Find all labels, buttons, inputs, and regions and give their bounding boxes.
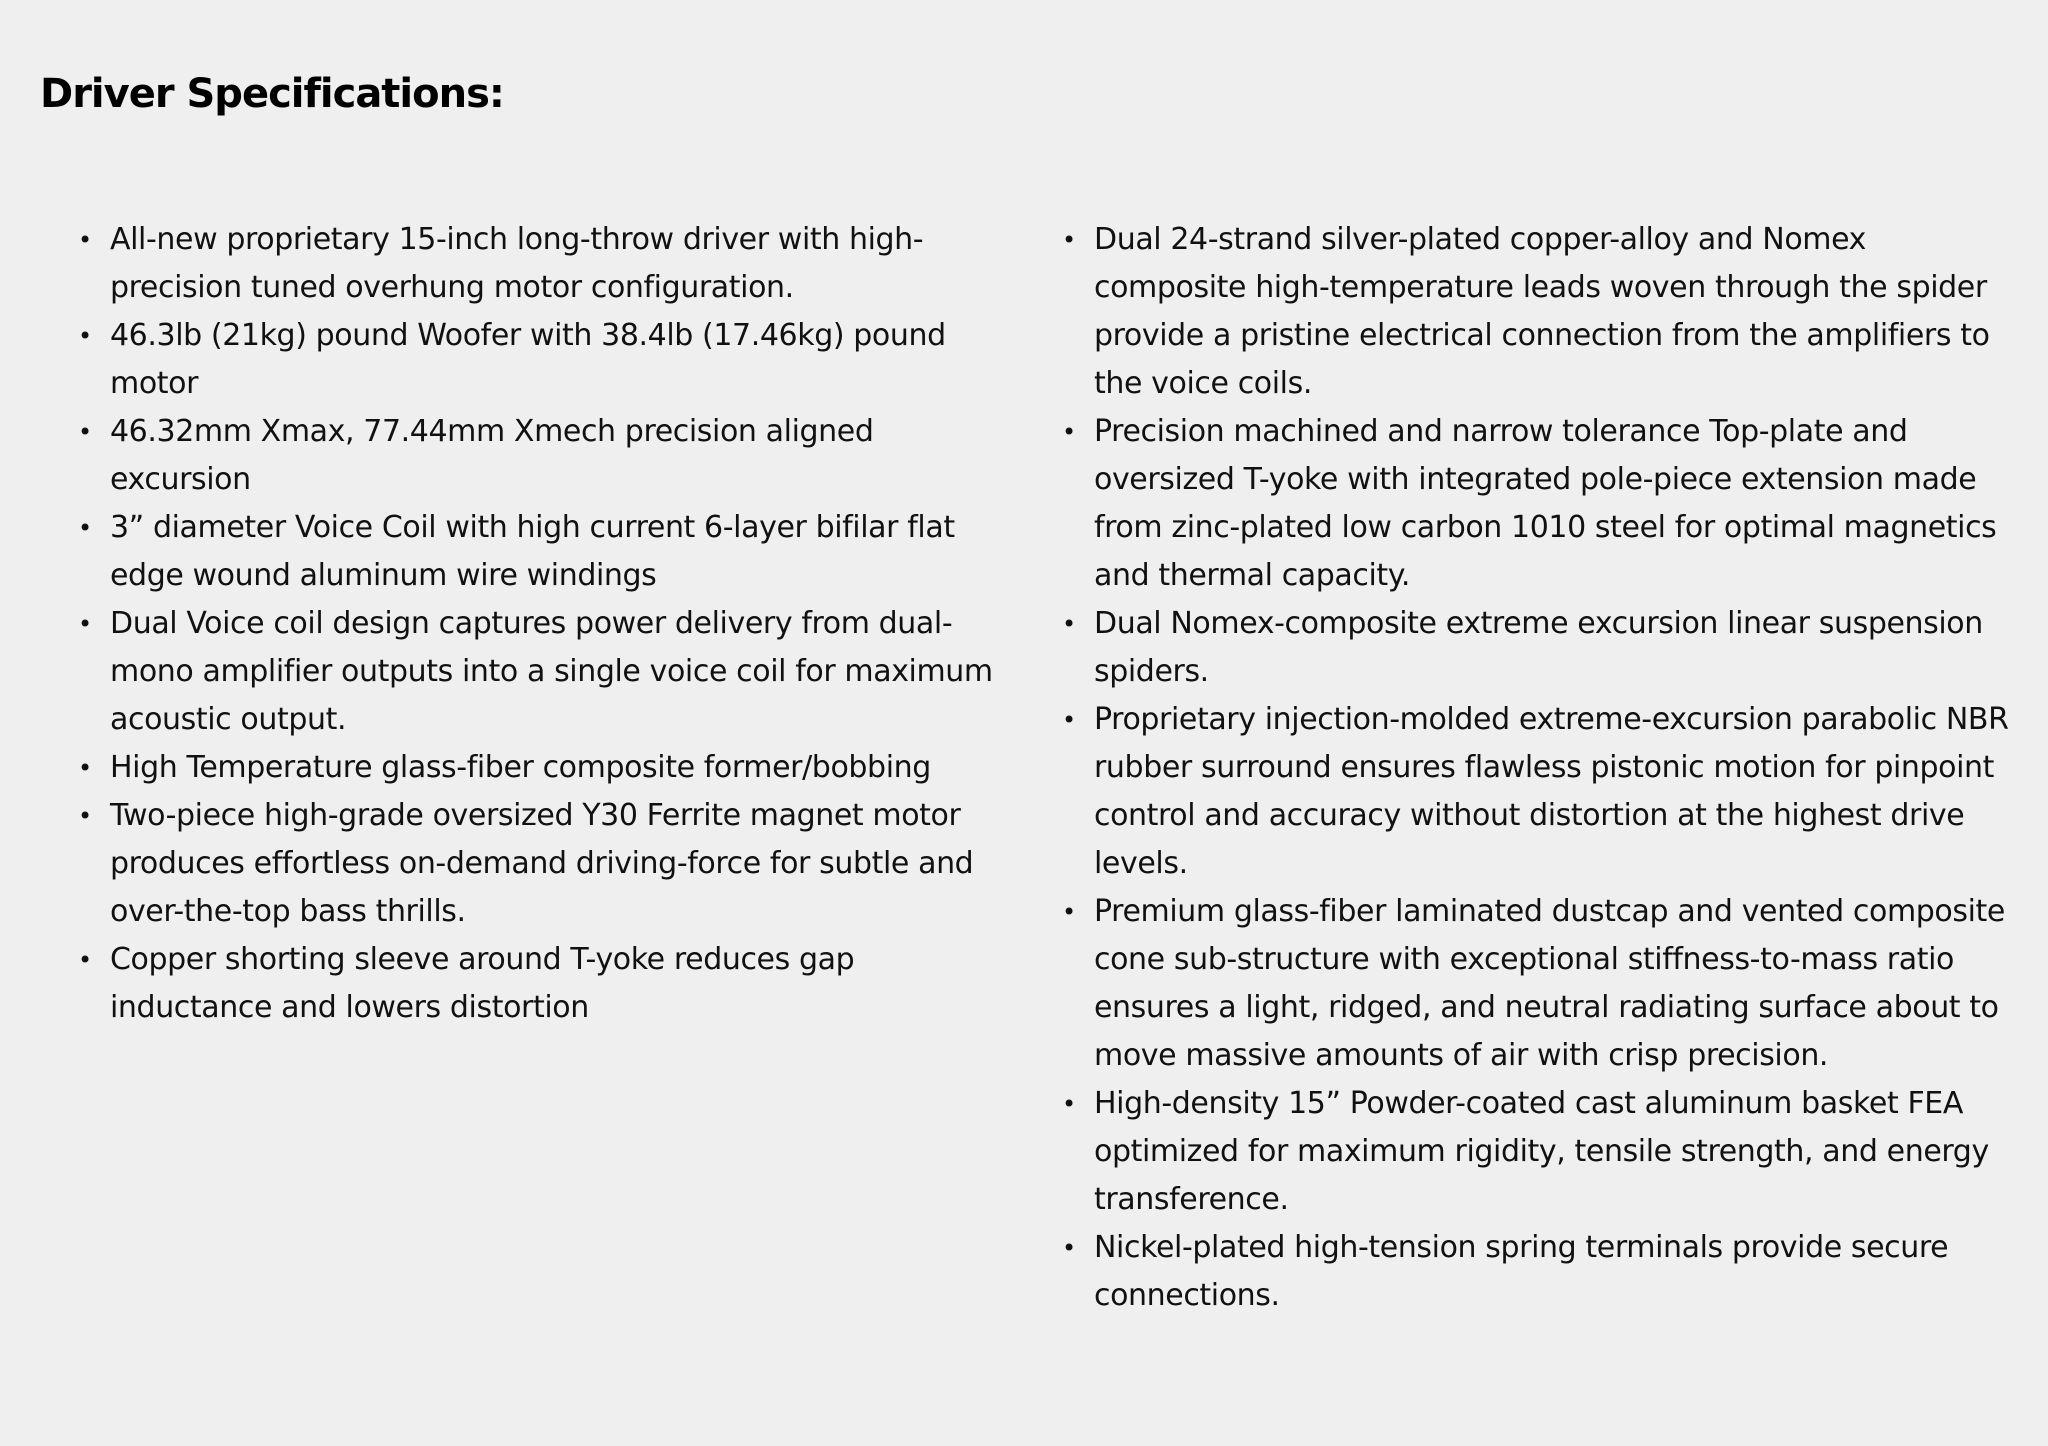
- page-title: Driver Specifications:: [40, 71, 504, 117]
- list-item: • 46.32mm Xmax, 77.44mm Xmech precision aligned excursion: [78, 408, 1018, 504]
- spec-list-right: [1062, 216, 2012, 1320]
- list-item: • Premium glass-fiber laminated dustcap and vented composite cone sub-structure with exceptional stiffness-to-mass ratio ensures a light, ridged, and neutral radiating surface about to move massive amounts of air with crisp precision.: [1062, 888, 2012, 1080]
- list-item: • All-new proprietary 15-inch long-throw driver with high-precision tuned overhung motor configuration.: [78, 216, 1018, 312]
- list-item: • Dual 24-strand silver-plated copper-alloy and Nomex composite high-temperature leads woven through the spider provide a pristine electrical connection from the amplifiers to the voice coils.: [1062, 216, 2012, 408]
- list-item: • High Temperature glass-fiber composite former/bobbing: [78, 744, 1018, 792]
- list-item: • Proprietary injection-molded extreme-excursion parabolic NBR rubber surround ensures flawless pistonic motion for pinpoint control and accuracy without distortion at the highest drive levels.: [1062, 696, 2012, 888]
- list-item: • Dual Nomex-composite extreme excursion linear suspension spiders.: [1062, 600, 2012, 696]
- spec-list-left: [78, 216, 1018, 1032]
- list-item: • Two-piece high-grade oversized Y30 Ferrite magnet motor produces effortless on-demand driving-force for subtle and over-the-top bass thrills.: [78, 792, 1018, 936]
- list-item: • Dual Voice coil design captures power delivery from dual-mono amplifier outputs into a single voice coil for maximum acoustic output.: [78, 600, 1018, 744]
- list-item: • Copper shorting sleeve around T-yoke reduces gap inductance and lowers distortion: [78, 936, 1018, 1032]
- list-item: • High-density 15” Powder-coated cast aluminum basket FEA optimized for maximum rigidity, tensile strength, and energy transference.: [1062, 1080, 2012, 1224]
- list-item: • Precision machined and narrow tolerance Top-plate and oversized T-yoke with integrated pole-piece extension made from zinc-plated low carbon 1010 steel for optimal magnetics and thermal capacity.: [1062, 408, 2012, 600]
- list-item: • 46.3lb (21kg) pound Woofer with 38.4lb (17.46kg) pound motor: [78, 312, 1018, 408]
- list-item: • 3” diameter Voice Coil with high current 6-layer bifilar flat edge wound aluminum wire windings: [78, 504, 1018, 600]
- list-item: • Nickel-plated high-tension spring terminals provide secure connections.: [1062, 1224, 2012, 1320]
